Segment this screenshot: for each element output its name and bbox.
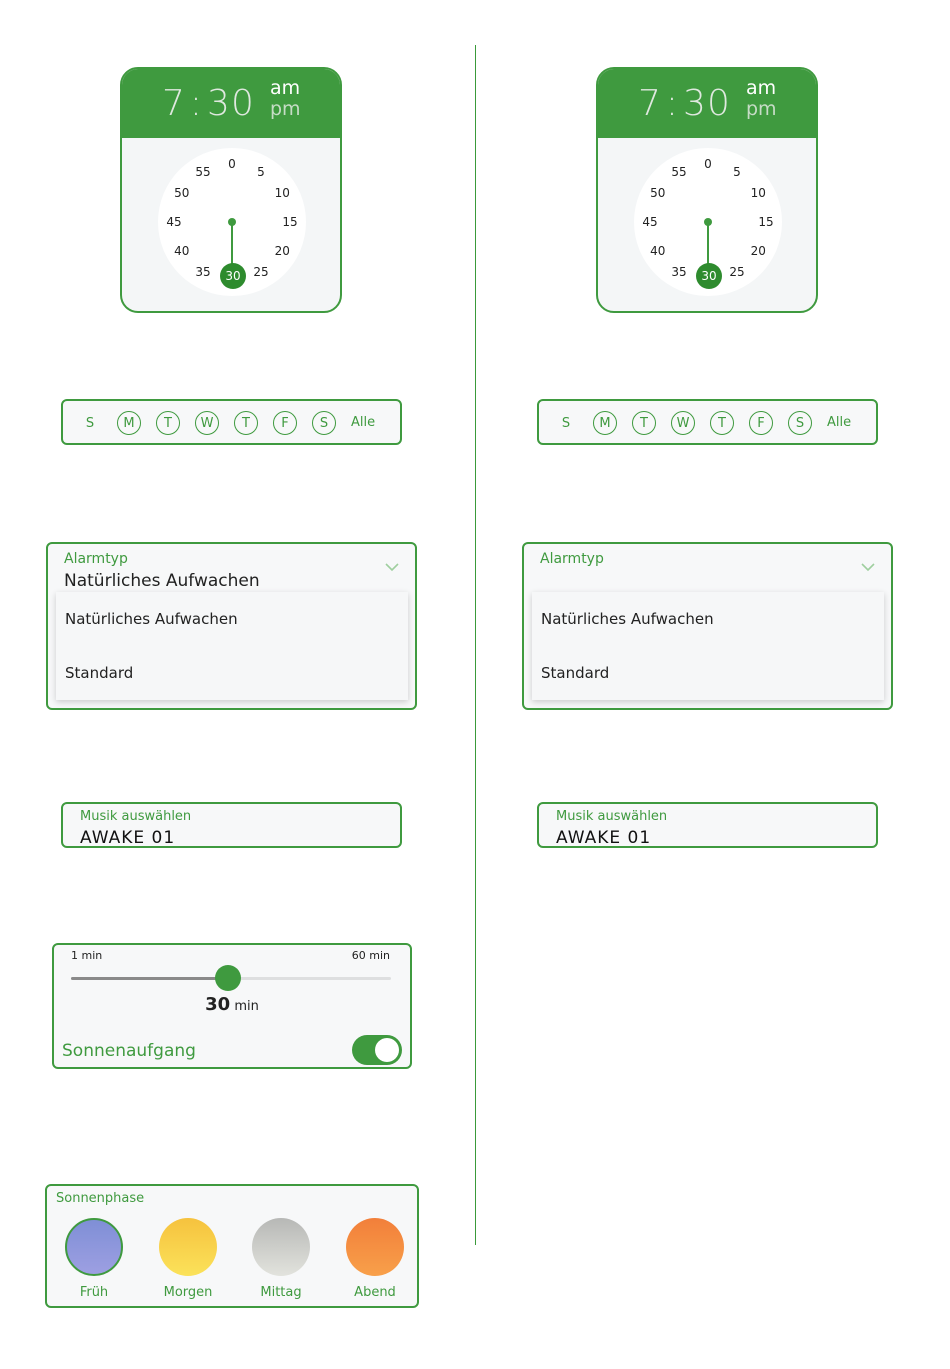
duration-unit: min — [234, 999, 259, 1014]
alarm-type-dropdown[interactable] — [522, 542, 893, 710]
dial-number[interactable]: 0 — [704, 157, 712, 171]
sun-phase-name: Abend — [354, 1285, 396, 1300]
dial-number[interactable]: 45 — [642, 215, 658, 229]
time-display[interactable] — [162, 83, 255, 124]
dial-number[interactable]: 5 — [733, 164, 741, 179]
sun-phase-evening[interactable] — [340, 1218, 410, 1300]
dial-center — [228, 218, 236, 226]
music-label: Musik auswählen — [80, 809, 192, 824]
all-days-button[interactable]: Alle — [351, 415, 376, 430]
duration-slider-thumb[interactable] — [215, 965, 241, 991]
alarm-type-label: Alarmtyp — [540, 551, 604, 567]
dial-number[interactable]: 25 — [253, 265, 269, 280]
minute-dial[interactable] — [634, 148, 782, 296]
sunrise-label: Sonnenaufgang — [62, 1041, 196, 1061]
weekday-selector — [61, 399, 402, 445]
day-toggle[interactable]: F — [273, 411, 297, 435]
dial-number[interactable]: 35 — [671, 265, 687, 280]
duration-slider-fill — [71, 977, 228, 980]
alarm-type-menu — [56, 592, 408, 700]
dial-number[interactable]: 50 — [650, 186, 666, 200]
time-header — [122, 69, 340, 138]
alarm-type-value: Natürliches Aufwachen — [64, 571, 260, 591]
alarm-type-menu — [532, 592, 884, 700]
sun-phase-early[interactable] — [59, 1218, 129, 1300]
dial-number[interactable]: 40 — [650, 244, 666, 258]
toggle-knob — [375, 1038, 399, 1062]
music-select-field[interactable] — [537, 802, 878, 848]
sun-phase-swatch[interactable] — [65, 1218, 123, 1276]
weekday-selector — [537, 399, 878, 445]
sun-phase-morning[interactable] — [153, 1218, 223, 1300]
day-toggle[interactable]: T — [156, 411, 180, 435]
day-toggle[interactable]: S — [561, 415, 571, 431]
alarm-type-label: Alarmtyp — [64, 551, 128, 567]
selected-minute-marker[interactable]: 30 — [696, 263, 722, 289]
sun-phase-name: Mittag — [260, 1285, 302, 1300]
music-value: AWAKE 01 — [556, 828, 652, 848]
dial-number[interactable]: 5 — [257, 164, 265, 179]
sun-phase-card — [45, 1184, 419, 1308]
menu-item-natural-wakeup[interactable]: Natürliches Aufwachen — [541, 610, 714, 628]
time-picker-card — [596, 67, 818, 313]
dial-number[interactable]: 40 — [174, 244, 190, 258]
all-days-button[interactable]: Alle — [827, 415, 852, 430]
chevron-down-icon[interactable] — [861, 560, 875, 574]
music-label: Musik auswählen — [556, 809, 668, 824]
alarm-type-dropdown[interactable] — [46, 542, 417, 710]
music-select-field[interactable] — [61, 802, 402, 848]
am-pm-switch[interactable] — [270, 78, 301, 120]
sunrise-toggle[interactable] — [352, 1035, 402, 1065]
am-option[interactable]: am — [746, 77, 777, 99]
selected-minute-marker[interactable]: 30 — [220, 263, 246, 289]
dial-number[interactable]: 55 — [195, 164, 211, 179]
day-toggle[interactable]: T — [234, 411, 258, 435]
sun-phase-swatch[interactable] — [252, 1218, 310, 1276]
day-toggle[interactable]: W — [671, 411, 695, 435]
day-toggle[interactable]: W — [195, 411, 219, 435]
duration-value-readout — [54, 994, 410, 1015]
dial-number[interactable]: 20 — [750, 244, 766, 258]
day-toggle[interactable]: S — [788, 411, 812, 435]
day-toggle[interactable]: T — [710, 411, 734, 435]
dial-number[interactable]: 55 — [671, 164, 687, 179]
pm-option[interactable]: pm — [746, 98, 777, 120]
day-toggle[interactable]: T — [632, 411, 656, 435]
dial-number[interactable]: 10 — [750, 186, 766, 200]
sun-phase-swatch[interactable] — [159, 1218, 217, 1276]
time-colon: : — [665, 83, 680, 124]
hour-value[interactable]: 7 — [638, 83, 662, 124]
right-column — [476, 0, 950, 1369]
menu-item-standard[interactable]: Standard — [65, 664, 134, 682]
time-picker-card — [120, 67, 342, 313]
slider-min-label: 1 min — [71, 949, 103, 962]
dial-number[interactable]: 20 — [274, 244, 290, 258]
sun-phase-name: Früh — [79, 1285, 109, 1300]
day-toggle[interactable]: M — [593, 411, 617, 435]
sun-phase-noon[interactable] — [246, 1218, 316, 1300]
dial-number[interactable]: 0 — [228, 157, 236, 171]
music-value: AWAKE 01 — [80, 828, 176, 848]
dial-number[interactable]: 50 — [174, 186, 190, 200]
am-pm-switch[interactable] — [746, 78, 777, 120]
pm-option[interactable]: pm — [270, 98, 301, 120]
dial-number[interactable]: 35 — [195, 265, 211, 280]
time-header — [598, 69, 816, 138]
slider-max-label: 60 min — [351, 949, 390, 962]
duration-value: 30 — [205, 994, 231, 1015]
time-display[interactable] — [638, 83, 731, 124]
day-toggle[interactable]: S — [85, 415, 95, 431]
time-colon: : — [189, 83, 204, 124]
dial-number[interactable]: 45 — [166, 215, 182, 229]
day-toggle[interactable]: F — [749, 411, 773, 435]
dial-center — [704, 218, 712, 226]
day-toggle[interactable]: S — [312, 411, 336, 435]
day-toggle[interactable]: M — [117, 411, 141, 435]
dial-number[interactable]: 25 — [729, 265, 745, 280]
menu-item-standard[interactable]: Standard — [541, 664, 610, 682]
am-option[interactable]: am — [270, 77, 301, 99]
dial-number[interactable]: 10 — [274, 186, 290, 200]
sun-phase-name: Morgen — [163, 1285, 213, 1300]
sunrise-duration-card — [52, 943, 412, 1069]
sun-phase-swatch[interactable] — [346, 1218, 404, 1276]
minute-dial[interactable] — [158, 148, 306, 296]
dial-number[interactable]: 15 — [758, 215, 774, 229]
minute-value[interactable]: 30 — [207, 83, 255, 124]
hour-value[interactable]: 7 — [162, 83, 186, 124]
chevron-down-icon[interactable] — [385, 560, 399, 574]
dial-number[interactable]: 15 — [282, 215, 298, 229]
minute-value[interactable]: 30 — [683, 83, 731, 124]
sun-phase-label: Sonnenphase — [56, 1191, 145, 1206]
menu-item-natural-wakeup[interactable]: Natürliches Aufwachen — [65, 610, 238, 628]
